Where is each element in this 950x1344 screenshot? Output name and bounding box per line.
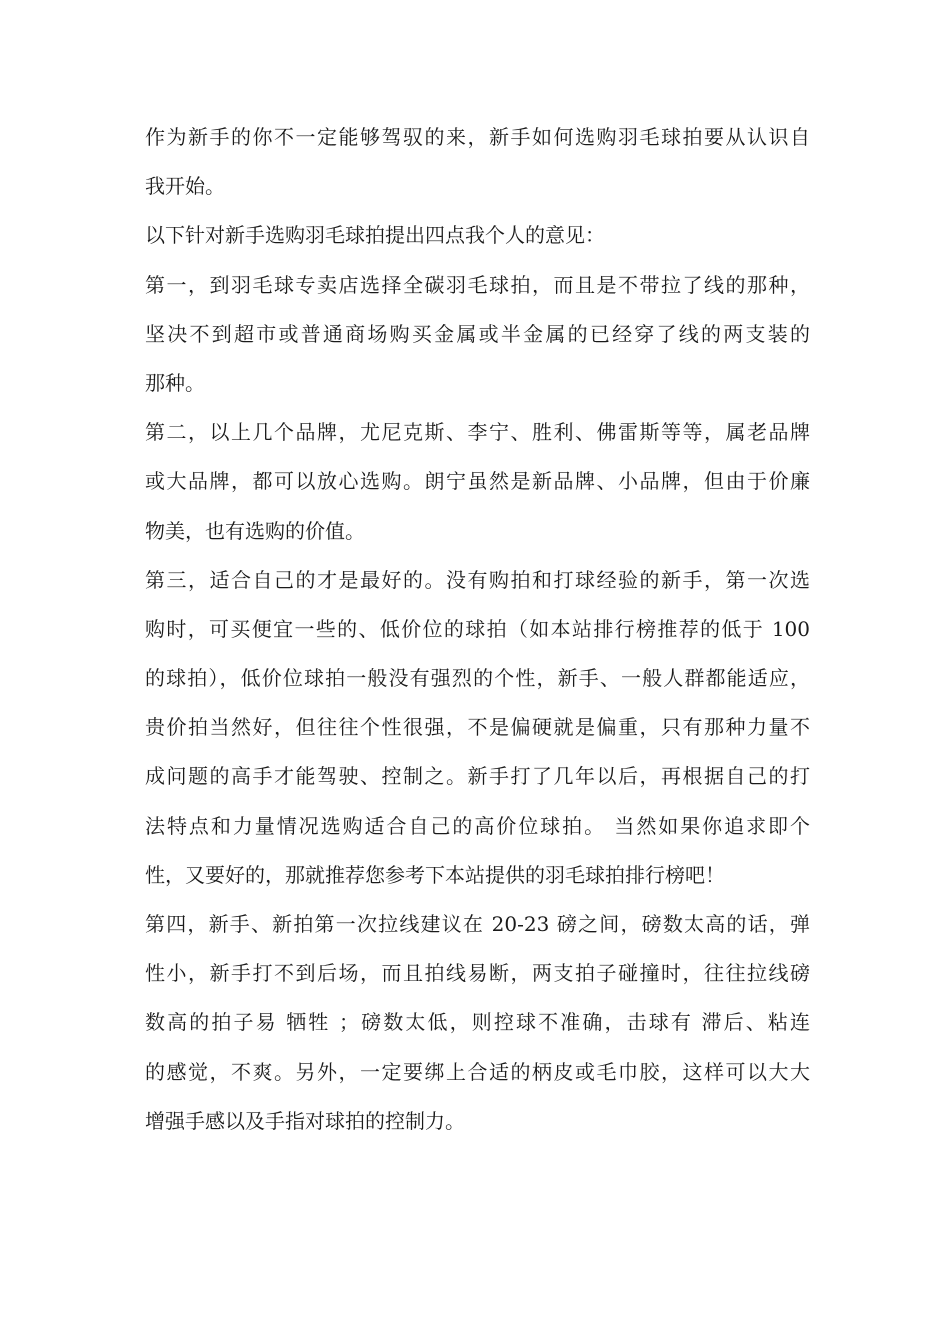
text-line: 的球拍），低价位球拍一般没有强烈的个性，新手、一般人群都能适应，	[145, 666, 810, 691]
text-line: 以下针对新手选购羽毛球拍提出四点我个人的意见：	[145, 223, 605, 248]
text-line: 第四，新手、新拍第一次拉线建议在 20-23 磅之间，磅数太高的话，弹	[145, 912, 810, 936]
text-line: 数高的拍子易 牺牲 ；磅数太低，则控球不准确，击球有 滞后、粘连	[145, 1010, 810, 1035]
document-body	[145, 117, 810, 1150]
text-line: 第一，到羽毛球专卖店选择全碳羽毛球拍，而且是不带拉了线的那种，	[145, 272, 810, 297]
text-line: 的感觉，不爽。另外，一定要绑上合适的柄皮或毛巾胶，这样可以大大	[145, 1059, 810, 1084]
text-line: 购时，可买便宜一些的、低价位的球拍（如本站排行榜推荐的低于 100	[145, 616, 810, 641]
text-line: 第二，以上几个品牌，尤尼克斯、李宁、胜利、佛雷斯等等，属老品牌	[145, 420, 810, 445]
text-line: 增强手感以及手指对球拍的控制力。	[145, 1108, 465, 1133]
text-line: 贵价拍当然好，但往往个性很强，不是偏硬就是偏重，只有那种力量不	[145, 715, 810, 740]
text-line: 成问题的高手才能驾驶、控制之。新手打了几年以后，再根据自己的打	[145, 764, 810, 789]
text-line: 或大品牌，都可以放心选购。朗宁虽然是新品牌、小品牌，但由于价廉	[145, 469, 810, 494]
text-line: 我开始。	[145, 174, 225, 199]
text-line: 作为新手的你不一定能够驾驭的来，新手如何选购羽毛球拍要从认识自	[145, 125, 810, 149]
text-line: 性小，新手打不到后场，而且拍线易断，两支拍子碰撞时，往往拉线磅	[145, 961, 810, 986]
text-line: 性，又要好的，那就推荐您参考下本站提供的羽毛球拍排行榜吧！	[145, 862, 725, 887]
text-line: 第三，适合自己的才是最好的。没有购拍和打球经验的新手，第一次选	[145, 567, 810, 592]
text-line: 坚决不到超市或普通商场购买金属或半金属的已经穿了线的两支装的	[145, 321, 810, 346]
text-line: 法特点和力量情况选购适合自己的高价位球拍。 当然如果你追求即个	[145, 813, 810, 838]
text-line: 物美，也有选购的价值。	[145, 518, 365, 543]
text-line: 那种。	[145, 370, 205, 395]
